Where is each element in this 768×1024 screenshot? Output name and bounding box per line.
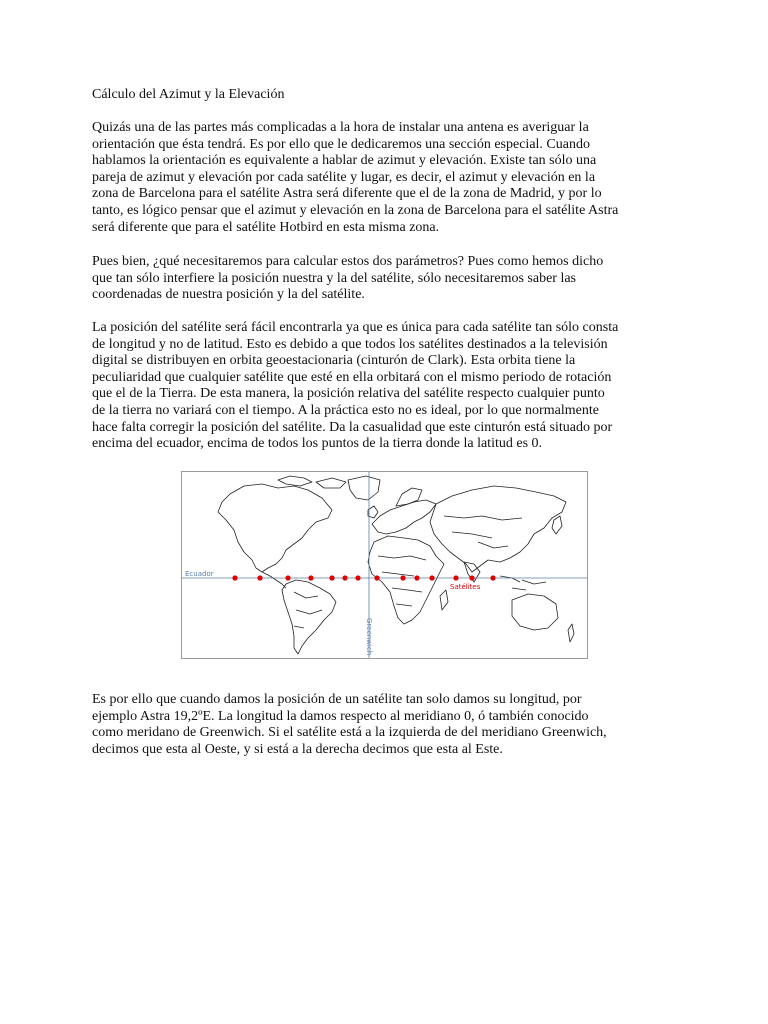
paragraph-line: peculiaridad que cualquier satélite que esté en ella orbitará con el mismo periodo de rotación [92,369,612,385]
scandinavia-outline [396,488,422,506]
madagascar-outline [440,590,448,610]
paragraph-line: tanto, es lógico pensar que el azimut y elevación en la zona de Barcelona para el satélite Astra [92,202,619,218]
equator-label: Ecuador [185,570,214,578]
satellite-dot [232,575,237,580]
paragraph-line: Es por ello que cuando damos la posición de un satélite tan solo damos su longitud, por [92,692,582,707]
paragraph-line: ejemplo Astra 19,2ºE. La longitud la damos respecto al meridiano 0, ó también conocido [92,708,589,724]
satellite-dot [414,575,419,580]
australia-outline [512,594,558,630]
satellite-dot [257,575,262,580]
paragraph-line: hablamos la orientación es equivalente a hablar de azimut y elevación. Existe tan sólo una [92,153,597,169]
satellite-dot [329,575,334,580]
paragraph-line: como meridano de Greenwich. Si el satélite está a la izquierda de del meridiano Greenwich, [92,725,607,741]
paragraph-line: Quizás una de las partes más complicadas a la hora de instalar una antena es averiguar la [92,120,589,135]
paragraph-line: de longitud y no de latitud. Esto es debido a que todos los satélites destinados a la televisión [92,336,608,352]
central-america-outline [262,572,286,588]
canada-islands-outline [278,476,346,488]
paragraph-line: zona de Barcelona para el satélite Astra será diferente que el de la zona de Madrid, y por lo [92,186,602,202]
paragraph-line: encima del ecuador, encima de todos los puntos de la tierra donde la latitud es 0. [92,436,543,452]
paragraph-line: que tan sólo interfiere la posición nuestra y la del satélite, sólo necesitaremos saber las [92,270,577,286]
satellite-dot [400,575,405,580]
greenwich-label: Greenwich [365,618,373,656]
greenland-outline [348,476,380,500]
japan-outline [552,516,562,534]
paragraph-line: Pues bien, ¿qué necesitaremos para calcular estos dos parámetros? Pues como hemos dicho [92,254,604,269]
satellite-dot [429,575,434,580]
paragraph-2 [92,254,692,304]
paragraph-line: hace falta corregir la posición del satélite. Da la casualidad que este cinturón está situado por [92,419,613,435]
south-america-borders [294,592,322,628]
paragraph-3 [92,320,692,453]
new-zealand-outline [568,624,574,642]
europe-outline [372,500,436,534]
north-america-outline [218,484,332,572]
south-america-outline [282,580,336,654]
paragraph-line: digital se distribuyen en orbita geoestacionaria (cinturón de Clark). Esta orbita tiene la [92,353,576,369]
africa-borders [378,556,426,606]
asia-borders [444,516,522,548]
satellite-dot [285,575,290,580]
satellite-dot [490,575,495,580]
satellites-label: Satélites [450,583,481,591]
satellite-dot [469,575,474,580]
paragraph-line: decimos que esta al Oeste, y si está a la derecha decimos que esta al Este. [92,741,503,757]
paragraph-4 [92,692,692,758]
paragraph-line: que el de la Tierra. De esta manera, la posición relativa del satélite respecto cualquier punto [92,386,605,402]
satellite-dot [308,575,313,580]
satellite-dot [355,575,360,580]
paragraph-line: La posición del satélite será fácil encontrarla ya que es única para cada satélite tan sólo consta [92,320,619,335]
paragraph-line: orientación que ésta tendrá. Es por ello que le dedicaremos una sección especial. Cuando [92,136,590,152]
document-title: Cálculo del Azimut y la Elevación [92,87,285,102]
asia-outline [430,486,566,572]
paragraph-line: de la tierra no variará con el tiempo. A la práctica esto no es ideal, por lo que normalmente [92,402,599,418]
paragraph-line: pareja de azimut y elevación por cada satélite y lugar, es decir, el azimut y elevación en la [92,169,596,185]
paragraph-1 [92,120,692,236]
paragraph-line: coordenadas de nuestra posición y la del satélite. [92,287,365,303]
satellite-dot [453,575,458,580]
world-map [182,472,587,658]
paragraph-line: será diferente que para el satélite Hotbird en esta misma zona. [92,219,440,235]
satellite-dot [374,575,379,580]
land-outlines [218,476,574,654]
world-map-figure [181,471,588,659]
british-isles-outline [368,506,378,518]
satellite-dot [342,575,347,580]
